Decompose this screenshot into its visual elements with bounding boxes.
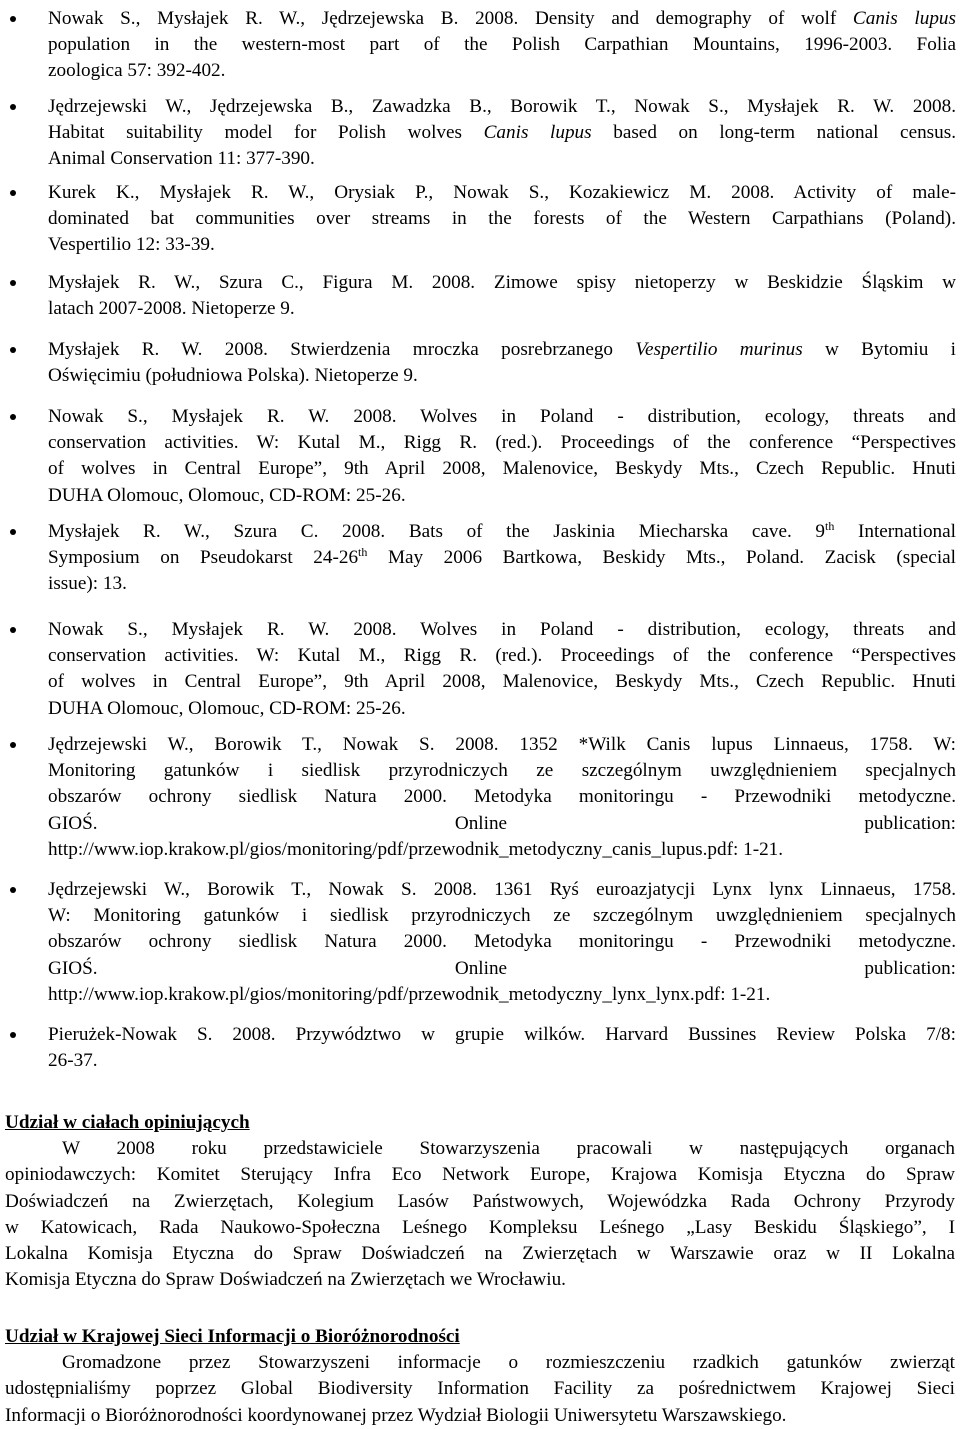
reference-line: dominated bat communities over streams in the forests of the Western Carpathians (Poland). <box>48 208 956 230</box>
reference-line: conservation activities. W: Kutal M., Rigg R. (red.). Proceedings of the conference “Perspectives <box>48 645 956 667</box>
paragraph-line: W 2008 roku przedstawiciele Stowarzyszenia pracowali w następujących organach <box>62 1138 955 1160</box>
bullet-icon <box>10 887 16 893</box>
reference-line: issue): 13. <box>48 573 127 595</box>
reference-line: Jędrzejewski W., Borowik T., Nowak S. 2008. 1352 *Wilk Canis lupus Linnaeus, 1758. W: <box>48 734 956 755</box>
reference-line: Habitat suitability model for Polish wolves Canis lupus based on long-term national census. <box>48 122 956 144</box>
bullet-icon <box>10 104 16 110</box>
reference-line: zoologica 57: 392-402. <box>48 60 226 82</box>
paragraph-line: Informacji o Bioróżnorodności koordynowanej przez Wydział Biologii Uniwersytetu Warszawskiego. <box>5 1404 787 1426</box>
reference-line: Oświęcimiu (południowa Polska). Nietoperze 9. <box>48 365 418 387</box>
paragraph-line: Lokalna Komisja Etyczna do Spraw Doświadczeń na Zwierzętach w Warszawie oraz w II Lokalna <box>5 1243 955 1264</box>
section-paragraph <box>5 1350 955 1429</box>
bullet-icon <box>10 627 16 633</box>
reference-line: GIOŚ. Online publication: <box>48 957 956 979</box>
reference-line: Jędrzejewski W., Jędrzejewska B., Zawadzka B., Borowik T., Nowak S., Mysłajek R. W. 2008. <box>48 96 956 117</box>
reference-line: Mysłajek R. W., Szura C. 2008. Bats of the Jaskinia Miecharska cave. 9th International <box>48 519 956 542</box>
paragraph-line: Gromadzone przez Stowarzyszeni informacje o rozmieszczeniu rzadkich gatunków zwierząt <box>62 1352 955 1374</box>
reference-line: obszarów ochrony siedlisk Natura 2000. Metodyka monitoringu - Przewodniki metodyczne. <box>48 786 956 808</box>
bullet-icon <box>10 16 16 22</box>
reference-line: DUHA Olomouc, Olomouc, CD-ROM: 25-26. <box>48 484 406 506</box>
reference-line: Mysłajek R. W., Szura C., Figura M. 2008. Zimowe spisy nietoperzy w Beskidzie Śląskim w <box>48 272 956 293</box>
reference-line: latach 2007-2008. Nietoperze 9. <box>48 298 295 320</box>
reference-line: Kurek K., Mysłajek R. W., Orysiak P., Nowak S., Kozakiewicz M. 2008. Activity of male- <box>48 182 956 203</box>
reference-text <box>48 877 956 1008</box>
reference-line: Vespertilio 12: 33-39. <box>48 234 215 256</box>
bullet-icon <box>10 1032 16 1038</box>
reference-line: W: Monitoring gatunków i siedlisk przyrodniczych ze szczególnym uwzględnieniem specjalnych <box>48 905 956 927</box>
reference-text <box>48 617 956 722</box>
reference-line: GIOŚ. Online publication: <box>48 812 956 834</box>
reference-line: conservation activities. W: Kutal M., Rigg R. (red.). Proceedings of the conference “Perspectives <box>48 432 956 454</box>
reference-line: DUHA Olomouc, Olomouc, CD-ROM: 25-26. <box>48 697 406 719</box>
bullet-icon <box>10 529 16 535</box>
reference-line: obszarów ochrony siedlisk Natura 2000. Metodyka monitoringu - Przewodniki metodyczne. <box>48 931 956 953</box>
reference-text <box>48 519 956 598</box>
reference-text <box>48 732 956 863</box>
reference-line: 26-37. <box>48 1050 98 1072</box>
reference-text <box>48 6 956 85</box>
section-heading: Udział w ciałach opiniujących <box>5 1112 250 1133</box>
reference-text <box>48 1022 956 1074</box>
reference-line: Jędrzejewski W., Borowik T., Nowak S. 2008. 1361 Ryś euroazjatycji Lynx lynx Linnaeus, 1758. <box>48 879 956 900</box>
bullet-icon <box>10 280 16 286</box>
reference-line: of wolves in Central Europe”, 9th April 2008, Malenovice, Beskydy Mts., Czech Republic. Hnuti <box>48 458 956 480</box>
paragraph-line: Komisja Etyczna do Spraw Doświadczeń na Zwierzętach we Wrocławiu. <box>5 1269 566 1291</box>
reference-line: of wolves in Central Europe”, 9th April 2008, Malenovice, Beskydy Mts., Czech Republic. Hnuti <box>48 671 956 693</box>
reference-line: Mysłajek R. W. 2008. Stwierdzenia mroczka posrebrzanego Vespertilio murinus w Bytomiu i <box>48 339 957 360</box>
reference-line: Nowak S., Mysłajek R. W., Jędrzejewska B. 2008. Density and demography of wolf Canis lupus <box>48 8 956 29</box>
reference-line: Nowak S., Mysłajek R. W. 2008. Wolves in Poland - distribution, ecology, threats and <box>48 619 956 640</box>
reference-line: Pierużek-Nowak S. 2008. Przywództwo w grupie wilków. Harvard Bussines Review Polska 7/8: <box>48 1024 956 1045</box>
reference-line: http://www.iop.krakow.pl/gios/monitoring/pdf/przewodnik_metodyczny_canis_lupus.pdf: 1-21. <box>48 838 784 860</box>
paragraph-line: udostępnialiśmy poprzez Global Biodiversity Information Facility za pośrednictwem Krajowej Sieci <box>5 1378 955 1400</box>
reference-text <box>48 337 956 389</box>
paragraph-line: opiniodawczych: Komitet Sterujący Infra Eco Network Europe, Krajowa Komisja Etyczna do Spraw <box>5 1164 955 1186</box>
paragraph-line: Doświadczeń na Zwierzętach, Kolegium Lasów Państwowych, Wojewódzka Rada Ochrony Przyrody <box>5 1190 955 1212</box>
bullet-icon <box>10 190 16 196</box>
section-heading: Udział w Krajowej Sieci Informacji o Bioróżnorodności <box>5 1326 460 1347</box>
reference-line: Animal Conservation 11: 377-390. <box>48 148 315 170</box>
paragraph-line: w Katowicach, Rada Naukowo-Społeczna Leśnego Kompleksu Leśnego „Lasy Beskidu Śląskiego”, I <box>5 1216 955 1238</box>
reference-line: Nowak S., Mysłajek R. W. 2008. Wolves in Poland - distribution, ecology, threats and <box>48 406 956 427</box>
reference-text <box>48 180 956 259</box>
reference-line: Symposium on Pseudokarst 24-26th May 2006 Bartkowa, Beskidy Mts., Poland. Zacisk (special <box>48 545 956 569</box>
bullet-icon <box>10 742 16 748</box>
reference-text <box>48 270 956 322</box>
bullet-icon <box>10 414 16 420</box>
section-paragraph <box>5 1136 955 1293</box>
reference-line: Monitoring gatunków i siedlisk przyrodniczych ze szczególnym uwzględnieniem specjalnych <box>48 760 956 782</box>
reference-text <box>48 404 956 509</box>
reference-text <box>48 94 956 173</box>
reference-line: http://www.iop.krakow.pl/gios/monitoring/pdf/przewodnik_metodyczny_lynx_lynx.pdf: 1-21. <box>48 983 771 1005</box>
bullet-icon <box>10 347 16 353</box>
reference-line: population in the western-most part of the Polish Carpathian Mountains, 1996-2003. Folia <box>48 34 956 56</box>
